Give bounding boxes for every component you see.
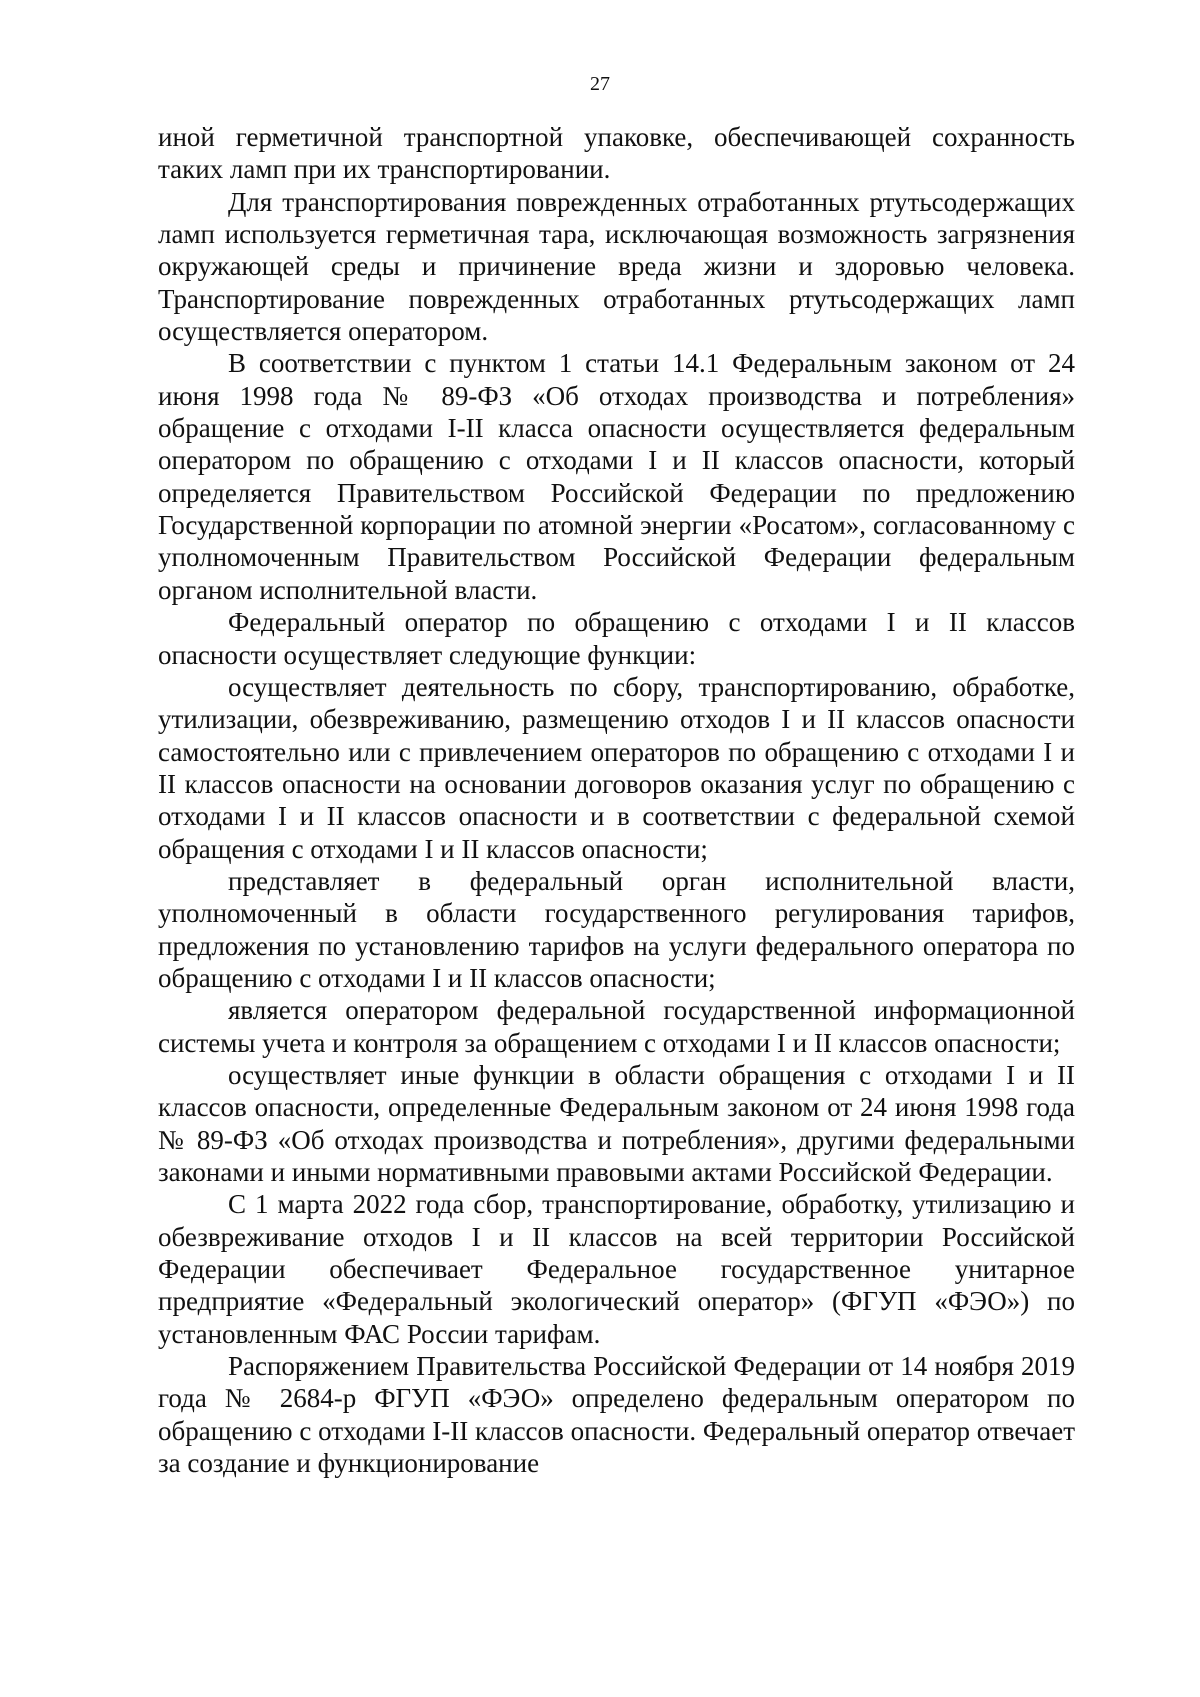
paragraph-function-waste-activities: осуществляет деятельность по сбору, транспортированию, обработке, утилизации, обезвреживанию, размещению отходов I и II классов опасности самостоятельно или с привлечением операторов по обращению с отходами I и II классов опасности на основании договоров оказания услуг по обращению с отходами I и II классов опасности и в соответствии с федеральной схемой обращения с отходами I и II классов опасности; [158,671,1075,864]
paragraph-function-tariff-proposals: представляет в федеральный орган исполнительной власти, уполномоченный в области государственного регулирования тарифов, предложения по установлению тарифов на услуги федерального оператора по обращению с отходами I и II классов опасности; [158,865,1075,993]
paragraph-continuation: иной герметичной транспортной упаковке, обеспечивающей сохранность таких ламп при их транспортировании. [158,122,1075,185]
paragraph-federal-law-reference: В соответствии с пунктом 1 статьи 14.1 Федеральным законом от 24 июня 1998 года № 89-ФЗ «Об отходах производства и потребления» обращение с отходами I-II класса опасности осуществляется федеральным оператором по обращению с отходами I и II классов опасности, который определяется Правительством Российской Федерации по предложению Государственной корпорации по атомной энергии «Росатом», согласованному с уполномоченным Правительством Российской Федерации федеральным органом исполнительной власти. [158,348,1075,605]
paragraph-march-2022: С 1 марта 2022 года сбор, транспортирование, обработку, утилизацию и обезвреживание отходов I и II классов на всей территории Российской Федерации обеспечивает Федеральное государственное унитарное предприятие «Федеральный экологический оператор» (ФГУП «ФЭО») по установленным ФАС России тарифам. [158,1189,1075,1349]
paragraph-operator-functions-intro: Федеральный оператор по обращению с отходами I и II классов опасности осуществляет следующие функции: [158,607,1075,670]
paragraph-government-order: Распоряжением Правительства Российской Федерации от 14 ноября 2019 года № 2684-р ФГУП «ФЭО» определено федеральным оператором по обращению с отходами I-II классов опасности. Федеральный оператор отвечает за создание и функционирование [158,1351,1075,1479]
document-body [158,121,1075,1479]
paragraph-function-other: осуществляет иные функции в области обращения с отходами I и II классов опасности, определенные Федеральным законом от 24 июня 1998 года № 89-ФЗ «Об отходах производства и потребления», другими федеральными законами и иными нормативными правовыми актами Российской Федерации. [158,1059,1075,1187]
paragraph-function-information-system: является оператором федеральной государственной информационной системы учета и контроля за обращением с отходами I и II классов опасности; [158,995,1075,1058]
page-number: 27 [590,73,610,95]
paragraph-transport-damaged-lamps: Для транспортирования поврежденных отработанных ртутьсодержащих ламп используется герметичная тара, исключающая возможность загрязнения окружающей среды и причинение вреда жизни и здоровью человека. Транспортирование поврежденных отработанных ртутьсодержащих ламп осуществляется оператором. [158,186,1075,347]
